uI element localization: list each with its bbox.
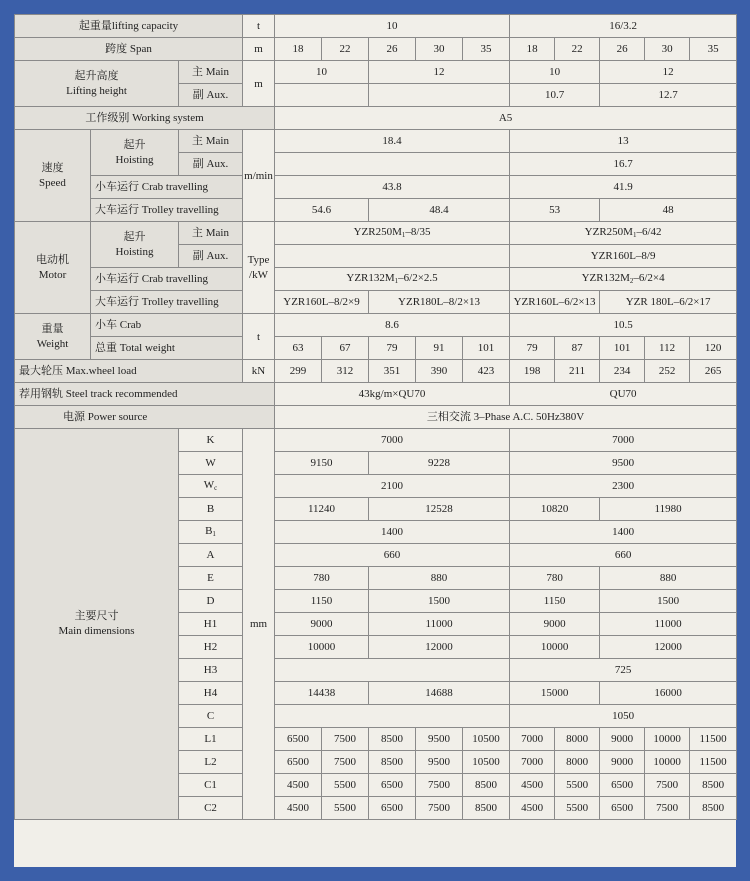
dim-value: 5500 [322, 774, 369, 797]
dim-name: W [179, 452, 243, 475]
motor-crab-16t [510, 268, 737, 291]
weight-total-row [15, 337, 737, 360]
dim-value: 1150 [275, 590, 369, 613]
speed-main-10t: 18.4 [275, 130, 510, 153]
dim-value: 4500 [275, 797, 322, 820]
motor-main-10t [275, 222, 510, 245]
speed-crab-label: 小车运行 Crab travelling [91, 176, 243, 199]
dim-value: 660 [275, 544, 510, 567]
track-10t: 43kg/m×QU70 [275, 383, 510, 406]
span-unit: m [243, 38, 275, 61]
weight-label [15, 314, 91, 360]
motor-trolley-label: 大车运行 Trolley travelling [91, 291, 243, 314]
dim-name: H2 [179, 636, 243, 659]
weight-crab-label: 小车 Crab [91, 314, 243, 337]
motor-trolley-16t-a: YZR160L–6/2×13 [510, 291, 600, 314]
dim-value: 5500 [322, 797, 369, 820]
crane-spec-table [14, 14, 737, 820]
motor-label-en: Motor [38, 268, 67, 281]
dim-name: L2 [179, 751, 243, 774]
span-cell: 30 [416, 38, 463, 61]
track-label: 荐用钢轨 Steel track recommended [15, 383, 275, 406]
dim-value: 11500 [690, 751, 737, 774]
dim-name: H3 [179, 659, 243, 682]
dim-name: H1 [179, 613, 243, 636]
dim-value: 11500 [690, 728, 737, 751]
dims-unit: mm [243, 429, 275, 820]
dim-value: 9000 [600, 728, 645, 751]
motor-crab-10t-sub: 1 [394, 276, 399, 285]
dim-value: 8500 [369, 751, 416, 774]
speed-main-16t: 13 [510, 130, 737, 153]
speed-hoist-main-row [15, 130, 737, 153]
dim-value: 12000 [369, 636, 510, 659]
working-system-label: 工作级别 Working system [15, 107, 275, 130]
span-cell: 26 [369, 38, 416, 61]
motor-crab-16t-post: –6/2×4 [633, 271, 665, 284]
lift-height-main-row [15, 61, 737, 84]
speed-hoist-en: Hoisting [115, 153, 154, 166]
motor-hoist-main-row [15, 222, 737, 245]
dim-value: 10500 [463, 751, 510, 774]
span-cell: 30 [645, 38, 690, 61]
wheel-load-row [15, 360, 737, 383]
motor-unit [243, 222, 275, 314]
capacity-10t: 10 [275, 15, 510, 38]
span-cell: 35 [690, 38, 737, 61]
speed-label-en: Speed [39, 176, 66, 189]
motor-main-10t-pre: YZR250M [353, 225, 402, 238]
dim-value: 6500 [275, 728, 322, 751]
dim-value: 1500 [600, 590, 737, 613]
dim-value: 5500 [555, 774, 600, 797]
weight-total-cell: 120 [690, 337, 737, 360]
wheel-load-label: 最大轮压 Max.wheel load [15, 360, 243, 383]
working-system-value: A5 [275, 107, 737, 130]
motor-main-16t-post: –6/42 [636, 225, 662, 238]
weight-total-cell: 112 [645, 337, 690, 360]
motor-main-16t-pre: YZR250M [584, 225, 633, 238]
lift-height-label-en: Lifting height [66, 84, 127, 97]
dim-value: 5500 [555, 797, 600, 820]
capacity-unit: t [243, 15, 275, 38]
wheel-load-cell: 423 [463, 360, 510, 383]
dim-value: 8000 [555, 728, 600, 751]
dim-value: 9000 [275, 613, 369, 636]
dim-value: 6500 [369, 797, 416, 820]
dim-value: 780 [510, 567, 600, 590]
motor-main-16t [510, 222, 737, 245]
dim-name: C [179, 705, 243, 728]
dims-label-cn: 主要尺寸 [74, 610, 119, 622]
dim-name: C2 [179, 797, 243, 820]
dim-value: 10500 [463, 728, 510, 751]
motor-trolley-10t-b: YZR180L–8/2×13 [369, 291, 510, 314]
lift-main-10t-b: 12 [369, 61, 510, 84]
dim-name: K [179, 429, 243, 452]
dim-value: 11980 [600, 498, 737, 521]
span-label: 跨度 Span [15, 38, 243, 61]
dim-value: 10000 [645, 728, 690, 751]
dim-value: 9500 [510, 452, 737, 475]
lift-aux-16t-a: 10.7 [510, 84, 600, 107]
speed-aux-10t [275, 153, 510, 176]
weight-total-cell: 79 [510, 337, 555, 360]
motor-crab-16t-pre: YZR132M [581, 271, 630, 284]
dim-value: 1050 [510, 705, 737, 728]
spec-sheet [14, 14, 736, 867]
dim-value: 10000 [510, 636, 600, 659]
dim-name: C1 [179, 774, 243, 797]
weight-total-cell: 101 [463, 337, 510, 360]
dim-name: E [179, 567, 243, 590]
motor-hoist-cn: 起升 [123, 230, 146, 243]
motor-crab-16t-sub: 2 [629, 276, 634, 285]
dim-value: 7000 [510, 751, 555, 774]
wheel-load-cell: 234 [600, 360, 645, 383]
speed-aux-16t: 16.7 [510, 153, 737, 176]
dim-value: 8500 [463, 774, 510, 797]
dim-value: 7000 [510, 429, 737, 452]
dim-value: 7500 [416, 774, 463, 797]
dim-name-main: W [203, 478, 215, 491]
dim-value: 16000 [600, 682, 737, 705]
weight-crab-row [15, 314, 737, 337]
motor-unit-kw: /kW [249, 268, 268, 281]
dim-value [275, 659, 510, 682]
motor-aux-16t: YZR160L–8/9 [510, 245, 737, 268]
dim-name: D [179, 590, 243, 613]
weight-total-cell: 67 [322, 337, 369, 360]
weight-total-cell: 91 [416, 337, 463, 360]
speed-trolley-label: 大车运行 Trolley travelling [91, 199, 243, 222]
motor-main-16t-sub: 1 [632, 230, 637, 239]
dim-row-K [15, 429, 737, 452]
dim-name [179, 475, 243, 498]
dim-name: B [179, 498, 243, 521]
span-cell: 35 [463, 38, 510, 61]
lift-aux-16t-b: 12.7 [600, 84, 737, 107]
dim-value: 7500 [645, 774, 690, 797]
span-cell: 22 [555, 38, 600, 61]
dim-value: 1400 [275, 521, 510, 544]
capacity-label: 起重量lifting capacity [15, 15, 243, 38]
dim-value: 6500 [600, 774, 645, 797]
span-cell: 18 [510, 38, 555, 61]
capacity-row [15, 15, 737, 38]
dim-value: 8500 [463, 797, 510, 820]
dim-value: 8500 [690, 774, 737, 797]
dims-label-en: Main dimensions [58, 625, 135, 637]
motor-aux-10t [275, 245, 510, 268]
wheel-load-cell: 312 [322, 360, 369, 383]
dim-value: 7500 [322, 728, 369, 751]
dim-value: 14438 [275, 682, 369, 705]
lift-aux-empty [369, 84, 510, 107]
dim-value: 9150 [275, 452, 369, 475]
speed-crab-16t: 41.9 [510, 176, 737, 199]
speed-label [15, 130, 91, 222]
dim-value: 7500 [416, 797, 463, 820]
dim-value: 7000 [510, 728, 555, 751]
speed-trolley-10t-a: 54.6 [275, 199, 369, 222]
dim-value: 725 [510, 659, 737, 682]
motor-hoist-en: Hoisting [115, 245, 154, 258]
speed-crab-10t: 43.8 [275, 176, 510, 199]
motor-label [15, 222, 91, 314]
dim-value: 11240 [275, 498, 369, 521]
motor-unit-type: Type [247, 253, 270, 266]
dim-value: 1150 [510, 590, 600, 613]
wheel-load-cell: 299 [275, 360, 322, 383]
dim-value: 8000 [555, 751, 600, 774]
span-cell: 22 [322, 38, 369, 61]
speed-main-label: 主 Main [179, 130, 243, 153]
speed-unit: m/min [243, 130, 275, 222]
dim-value: 880 [369, 567, 510, 590]
dim-value: 7500 [322, 751, 369, 774]
weight-total-cell: 87 [555, 337, 600, 360]
dim-value: 8500 [369, 728, 416, 751]
span-cell: 18 [275, 38, 322, 61]
dim-value: 8500 [690, 797, 737, 820]
motor-trolley-16t-b: YZR 180L–6/2×17 [600, 291, 737, 314]
dim-value: 880 [600, 567, 737, 590]
dims-label [15, 429, 179, 820]
lift-aux-label: 副 Aux. [179, 84, 243, 107]
dim-value: 2300 [510, 475, 737, 498]
wheel-load-cell: 252 [645, 360, 690, 383]
dim-value: 10000 [275, 636, 369, 659]
dim-value: 9000 [510, 613, 600, 636]
dim-name-sub: 1 [212, 529, 216, 538]
motor-main-10t-post: –8/35 [405, 225, 431, 238]
motor-crab-10t-post: –6/2×2.5 [398, 271, 438, 284]
weight-label-cn: 重量 [41, 322, 64, 335]
speed-trolley-16t-a: 53 [510, 199, 600, 222]
dim-value: 6500 [369, 774, 416, 797]
dim-name-sub: c [214, 483, 218, 492]
dim-value: 10000 [645, 751, 690, 774]
working-system-row [15, 107, 737, 130]
motor-trolley-10t-a: YZR160L–8/2×9 [275, 291, 369, 314]
motor-crab-row [15, 268, 737, 291]
track-16t: QU70 [510, 383, 737, 406]
motor-main-10t-sub: 1 [401, 230, 406, 239]
dim-value: 2100 [275, 475, 510, 498]
power-value: 三相交流 3–Phase A.C. 50Hz380V [275, 406, 737, 429]
wheel-load-cell: 351 [369, 360, 416, 383]
power-label: 电源 Power source [15, 406, 275, 429]
dim-value: 7500 [645, 797, 690, 820]
dim-value: 12528 [369, 498, 510, 521]
dim-value: 9500 [416, 728, 463, 751]
weight-crab-10t: 8.6 [275, 314, 510, 337]
power-row [15, 406, 737, 429]
weight-label-en: Weight [36, 337, 69, 350]
dim-value: 6500 [600, 797, 645, 820]
speed-crab-row [15, 176, 737, 199]
motor-main-label: 主 Main [179, 222, 243, 245]
dim-name-main: B [205, 524, 213, 537]
speed-label-cn: 速度 [41, 161, 64, 174]
weight-total-cell: 63 [275, 337, 322, 360]
span-cell: 26 [600, 38, 645, 61]
wheel-load-unit: kN [243, 360, 275, 383]
wheel-load-cell: 198 [510, 360, 555, 383]
dim-value: 14688 [369, 682, 510, 705]
lift-main-label: 主 Main [179, 61, 243, 84]
wheel-load-cell: 211 [555, 360, 600, 383]
dim-name: L1 [179, 728, 243, 751]
lift-main-16t-b: 12 [600, 61, 737, 84]
weight-unit: t [243, 314, 275, 360]
dim-value: 9228 [369, 452, 510, 475]
dim-value: 660 [510, 544, 737, 567]
wheel-load-cell: 265 [690, 360, 737, 383]
lift-height-label-cn: 起升高度 [74, 69, 119, 82]
lift-height-label [15, 61, 179, 107]
dim-value: 1500 [369, 590, 510, 613]
weight-total-cell: 79 [369, 337, 416, 360]
dim-value: 1400 [510, 521, 737, 544]
dim-name: A [179, 544, 243, 567]
dim-value: 6500 [275, 751, 322, 774]
lift-main-10t-a: 10 [275, 61, 369, 84]
dim-name [179, 521, 243, 544]
speed-hoist-cn: 起升 [123, 138, 146, 151]
weight-total-label: 总重 Total weight [91, 337, 243, 360]
dim-value: 4500 [275, 774, 322, 797]
speed-trolley-10t-b: 48.4 [369, 199, 510, 222]
dim-value: 12000 [600, 636, 737, 659]
motor-hoist-label [91, 222, 179, 268]
dim-name: H4 [179, 682, 243, 705]
weight-total-cell: 101 [600, 337, 645, 360]
dim-value: 10820 [510, 498, 600, 521]
speed-hoist-label [91, 130, 179, 176]
dim-value: 9500 [416, 751, 463, 774]
capacity-16t: 16/3.2 [510, 15, 737, 38]
motor-trolley-row [15, 291, 737, 314]
track-row [15, 383, 737, 406]
dim-value: 11000 [600, 613, 737, 636]
dim-value: 7000 [275, 429, 510, 452]
dim-value: 11000 [369, 613, 510, 636]
dim-value: 15000 [510, 682, 600, 705]
weight-crab-16t: 10.5 [510, 314, 737, 337]
dim-value: 4500 [510, 774, 555, 797]
lift-aux-empty [275, 84, 369, 107]
motor-label-cn: 电动机 [36, 253, 69, 266]
motor-crab-10t-pre: YZR132M [346, 271, 395, 284]
wheel-load-cell: 390 [416, 360, 463, 383]
motor-crab-10t [275, 268, 510, 291]
dim-value [275, 705, 510, 728]
speed-trolley-row [15, 199, 737, 222]
dim-value: 780 [275, 567, 369, 590]
lift-height-unit: m [243, 61, 275, 107]
speed-trolley-16t-b: 48 [600, 199, 737, 222]
dim-value: 9000 [600, 751, 645, 774]
lift-main-16t-a: 10 [510, 61, 600, 84]
span-row [15, 38, 737, 61]
motor-crab-label: 小车运行 Crab travelling [91, 268, 243, 291]
motor-aux-label: 副 Aux. [179, 245, 243, 268]
speed-aux-label: 副 Aux. [179, 153, 243, 176]
dim-value: 4500 [510, 797, 555, 820]
